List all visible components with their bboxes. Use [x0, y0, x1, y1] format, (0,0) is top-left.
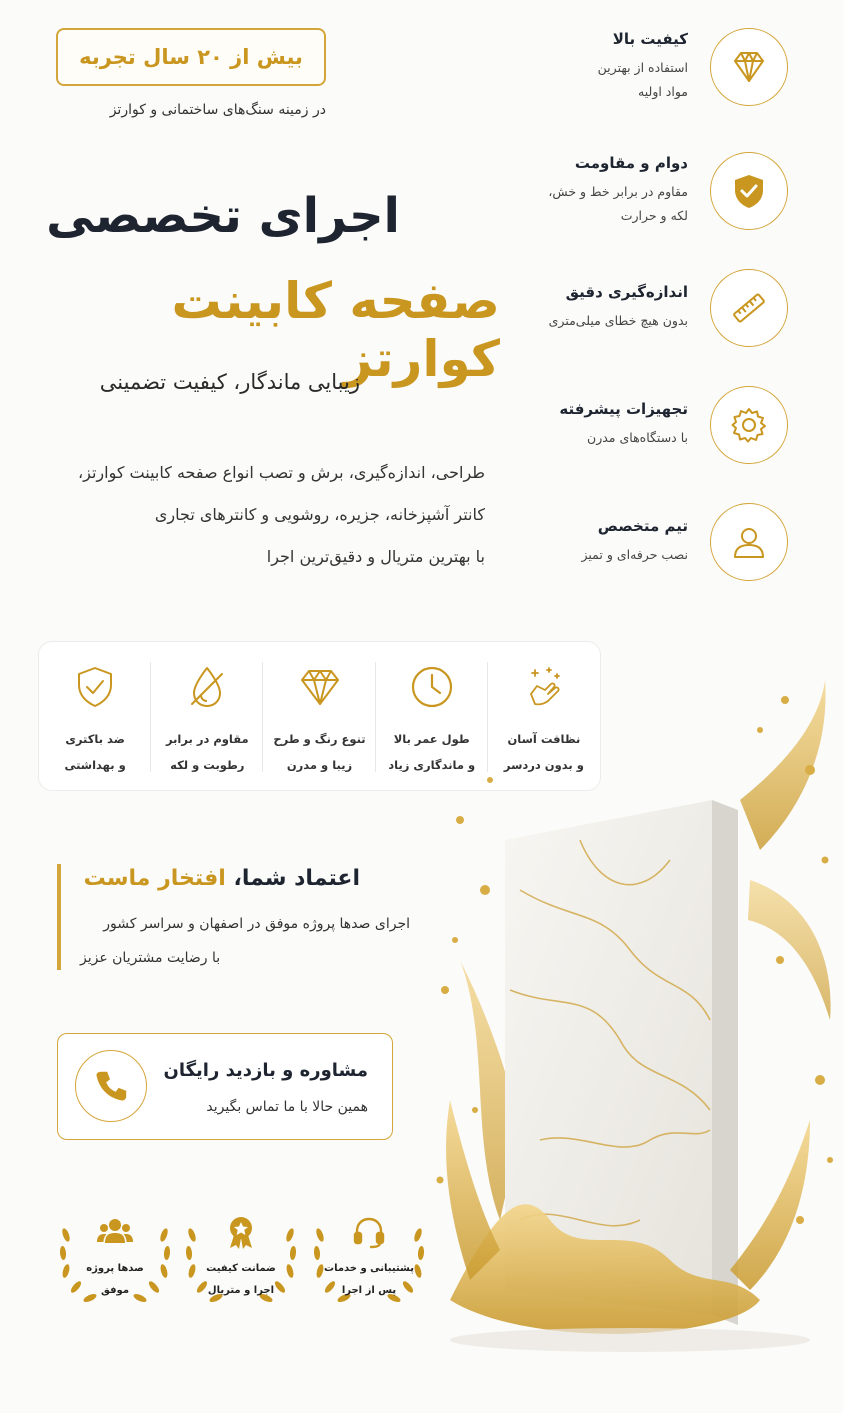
trust-title-part2: افتخار ماست	[83, 866, 226, 891]
hero-title-line1: اجرای تخصصی	[46, 188, 400, 244]
laurel-warranty	[182, 1205, 300, 1309]
benefit-line1: ضد باکتری	[65, 732, 125, 746]
shield-check-icon	[72, 664, 118, 710]
shield-check-icon	[710, 152, 788, 230]
laurel-projects	[56, 1205, 174, 1309]
hero-desc-line: با بهترین متریال و دقیق‌ترین اجرا	[266, 547, 485, 566]
feature-desc: استفاده از بهترین	[597, 60, 688, 75]
trust-title-part1: اعتماد شما،	[233, 866, 360, 891]
feature-quality	[488, 22, 788, 112]
feature-title: دوام و مقاومت	[574, 154, 688, 172]
feature-measurement	[488, 263, 788, 353]
consult-subtitle: همین حالا با ما تماس بگیرید	[206, 1099, 368, 1115]
benefit-line1: نظافت آسان	[507, 732, 581, 746]
benefit-line2: و بدون دردسر	[503, 758, 584, 772]
feature-desc: مواد اولیه	[638, 84, 688, 99]
benefit-line2: رطوبت و لکه	[170, 758, 245, 772]
laurel-line2: موفق	[100, 1285, 130, 1296]
gear-icon	[710, 386, 788, 464]
feature-title: تیم متخصص	[597, 517, 688, 535]
laurel-line2: اجرا و متریال	[207, 1285, 275, 1296]
benefit-moisture	[151, 642, 263, 790]
feature-title: کیفیت بالا	[612, 30, 688, 48]
consultation-cta[interactable]	[57, 1033, 393, 1140]
laurel-line2: پس از اجرا	[341, 1285, 397, 1296]
hero-title-line2: صفحه کابینت کوارتز	[171, 272, 500, 388]
experience-badge: بیش از ۲۰ سال تجربه	[56, 28, 326, 86]
user-icon	[710, 503, 788, 581]
trust-line1: اجرای صدها پروژه موفق در اصفهان و سراسر کشور	[103, 916, 410, 932]
diamond-icon	[710, 28, 788, 106]
headset-icon	[350, 1213, 388, 1251]
trust-line2: با رضایت مشتریان عزیز	[80, 950, 221, 966]
feature-desc: لکه و حرارت	[620, 208, 688, 223]
hero-description	[40, 452, 485, 578]
laurel-line1: ضمانت کیفیت	[206, 1263, 276, 1274]
benefit-variety	[263, 642, 375, 790]
benefit-line2: و بهداشتی	[64, 758, 126, 772]
quartz-slab-illustration	[430, 660, 843, 1360]
feature-desc: مقاوم در برابر خط و خش،	[548, 184, 688, 199]
consult-title: مشاوره و بازدید رایگان	[163, 1060, 368, 1081]
benefit-line1: طول عمر بالا	[393, 732, 470, 746]
trust-title	[80, 866, 360, 891]
hero-desc-line: کانتر آشپزخانه، جزیره، روشویی و کانترهای تجاری	[154, 505, 485, 524]
ruler-icon	[710, 269, 788, 347]
medal-icon	[222, 1213, 260, 1251]
experience-subtitle: در زمینه سنگ‌های ساختمانی و کوارتز	[109, 102, 326, 118]
benefit-antibacterial	[39, 642, 151, 790]
laurel-line1: پشتیبانی و خدمات	[324, 1263, 414, 1274]
feature-title: اندازه‌گیری دقیق	[565, 283, 688, 301]
diamond-icon	[297, 664, 343, 710]
laurel-support	[310, 1205, 428, 1309]
users-icon	[96, 1213, 134, 1251]
feature-title: تجهیزات پیشرفته	[559, 400, 688, 418]
feature-equipment	[488, 380, 788, 470]
feature-desc: نصب حرفه‌ای و تمیز	[581, 547, 688, 562]
hero-tagline: زیبایی ماندگار، کیفیت تضمینی	[99, 370, 360, 394]
benefit-line1: تنوع رنگ و طرح	[273, 732, 366, 746]
trust-accent-bar	[57, 864, 61, 970]
feature-desc: با دستگاه‌های مدرن	[587, 430, 688, 445]
water-drop-icon	[184, 664, 230, 710]
benefit-line2: زیبا و مدرن	[286, 758, 353, 772]
laurel-line1: صدها پروژه	[86, 1263, 144, 1274]
benefit-line1: مقاوم در برابر	[165, 732, 249, 746]
hero-desc-line: طراحی، اندازه‌گیری، برش و تصب انواع صفحه کابینت کوارتز،	[77, 463, 485, 482]
benefit-line2: و ماندگاری زیاد	[388, 758, 476, 772]
feature-team	[488, 497, 788, 587]
feature-desc: بدون هیچ خطای میلی‌متری	[548, 313, 688, 328]
phone-icon[interactable]	[75, 1050, 147, 1122]
feature-durability	[488, 146, 788, 236]
